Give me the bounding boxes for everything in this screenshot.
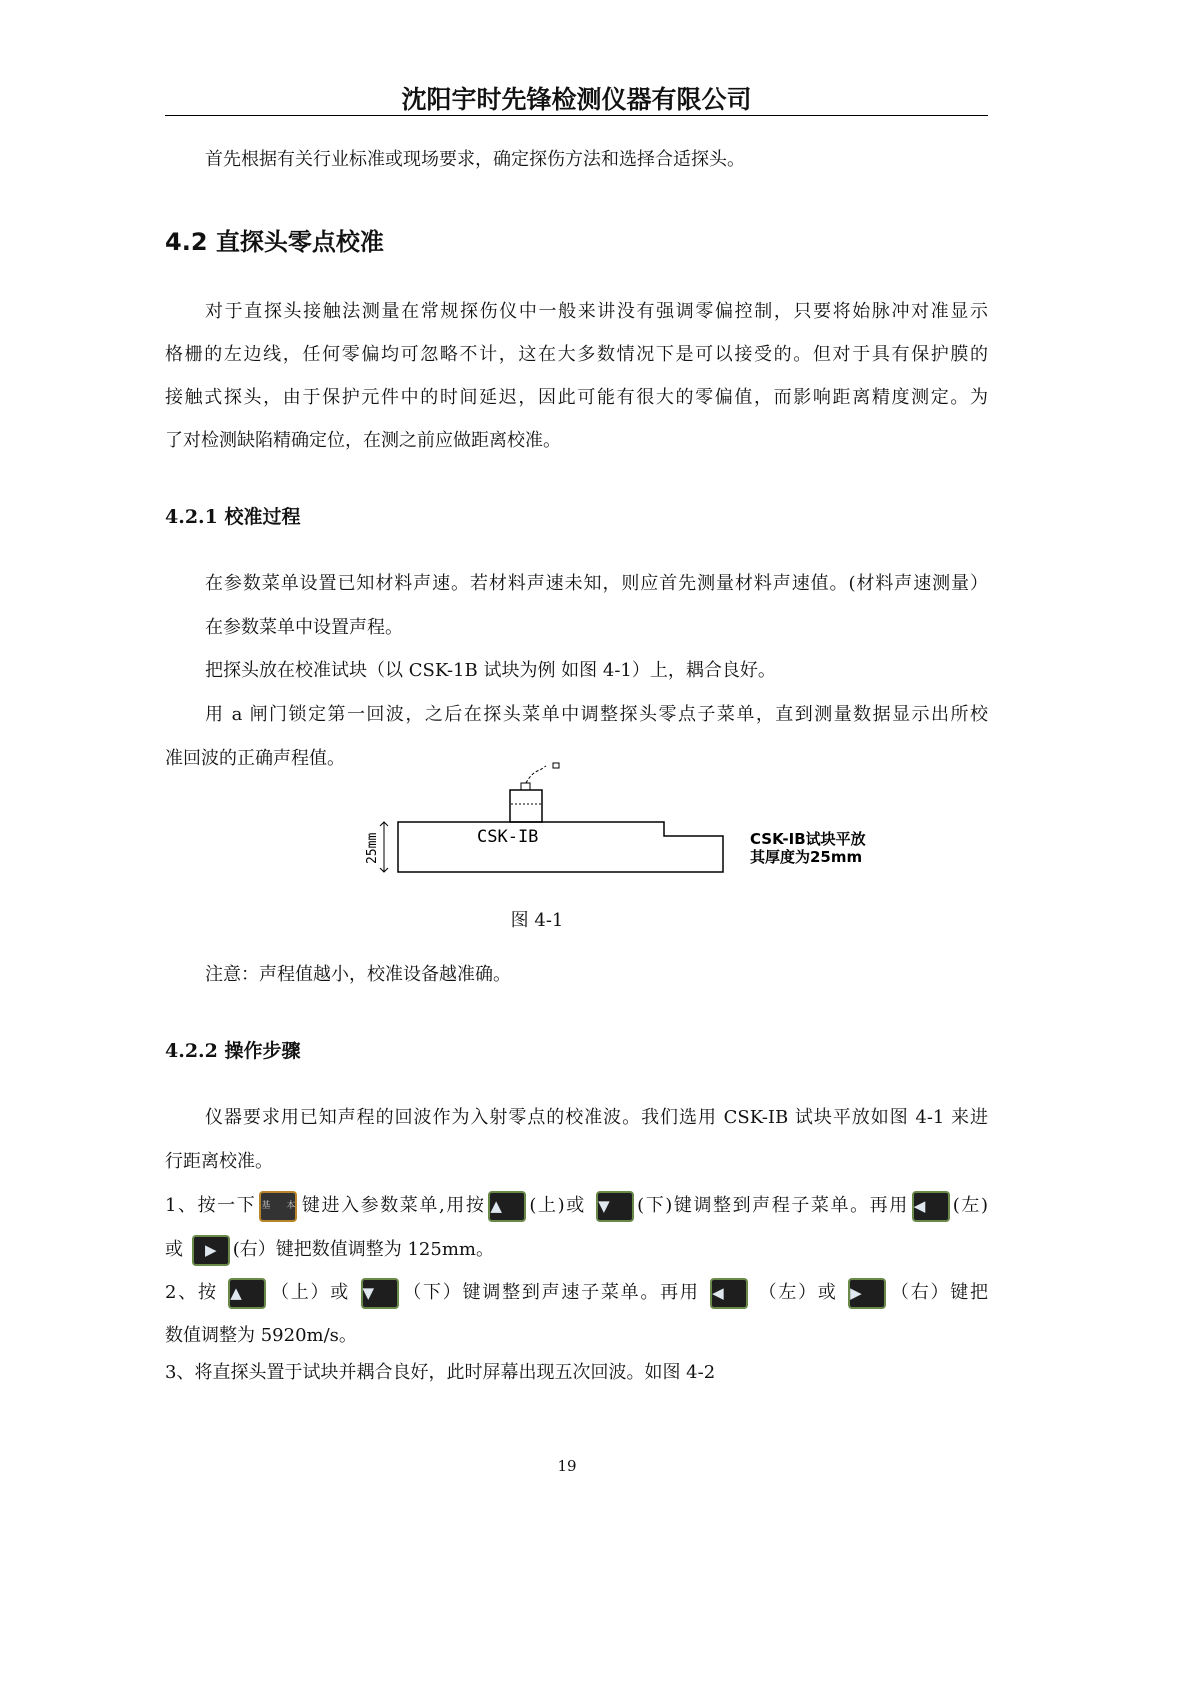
block-label: CSK-IB xyxy=(477,827,539,847)
step-2-continued: 数值调整为 5920m/s。 xyxy=(165,1325,357,1346)
paragraph-line: 了对检测缺陷精确定位，在测之前应做距离校准。 xyxy=(165,430,561,451)
step-text: （下）键调整到声速子菜单。再用 xyxy=(401,1282,700,1303)
step-text: 键进入参数菜单,用按 xyxy=(300,1195,486,1216)
step-text: (上)或 xyxy=(529,1195,586,1216)
step-text: 2、按 xyxy=(165,1282,218,1303)
step-2-line xyxy=(165,1277,988,1309)
paragraph-line: 把探头放在校准试块（以 CSK-1B 试块为例 如图 4-1）上，耦合良好。 xyxy=(205,660,776,681)
left-key-icon: ◀ xyxy=(710,1278,748,1309)
note-text: 注意：声程值越小，校准设备越准确。 xyxy=(205,964,511,985)
step-text: （左）或 xyxy=(758,1282,838,1303)
step-1-line xyxy=(165,1190,988,1222)
step-3-line: 3、将直探头置于试块并耦合良好，此时屏幕出现五次回波。如图 4-2 xyxy=(165,1362,716,1383)
base-key-icon: 基本 xyxy=(259,1191,297,1222)
paragraph-line: 格栅的左边线，任何零偏均可忽略不计，这在大多数情况下是可以接受的。但对于具有保护膜的 xyxy=(165,344,988,365)
intro-paragraph: 首先根据有关行业标准或现场要求，确定探伤方法和选择合适探头。 xyxy=(205,149,745,170)
figure-note-line2: 其厚度为25mm xyxy=(750,848,863,866)
step-1-continued xyxy=(165,1234,988,1266)
page-number: 19 xyxy=(557,1457,577,1475)
section-4-2-2-heading: 4.2.2 操作步骤 xyxy=(165,1040,301,1062)
section-4-2-heading: 4.2 直探头零点校准 xyxy=(165,228,384,256)
header-rule xyxy=(165,115,988,116)
up-key-icon: ▲ xyxy=(488,1191,526,1222)
right-key-icon: ▶ xyxy=(848,1278,886,1309)
step-text: （上）或 xyxy=(269,1282,351,1303)
figure-note-line1: CSK-IB试块平放 xyxy=(750,830,866,848)
up-key-icon: ▲ xyxy=(228,1278,266,1309)
paragraph-line: 接触式探头，由于保护元件中的时间延迟，因此可能有很大的零偏值，而影响距离精度测定。为 xyxy=(165,387,988,408)
paragraph-line: 准回波的正确声程值。 xyxy=(165,748,345,769)
paragraph-line: 用 a 闸门锁定第一回波，之后在探头菜单中调整探头零点子菜单，直到测量数据显示出所校 xyxy=(205,704,988,725)
dimension-label: 25mm xyxy=(365,832,380,864)
figure-caption: 图 4-1 xyxy=(510,910,564,931)
down-key-icon: ▼ xyxy=(596,1191,634,1222)
paragraph-line: 在参数菜单设置已知材料声速。若材料声速未知，则应首先测量材料声速值。(材料声速测量） xyxy=(205,573,988,594)
step-text: （右）键把 xyxy=(889,1282,988,1303)
paragraph-line: 仪器要求用已知声程的回波作为入射零点的校准波。我们选用 CSK-IB 试块平放如图 4-1 来进 xyxy=(205,1107,988,1128)
step-text: (右）键把数值调整为 125mm。 xyxy=(232,1239,494,1260)
step-text: 1、按一下 xyxy=(165,1195,257,1216)
right-key-icon: ▶ xyxy=(192,1235,230,1266)
paragraph-line: 对于直探头接触法测量在常规探伤仪中一般来讲没有强调零偏控制，只要将始脉冲对准显示 xyxy=(205,301,988,322)
paragraph-line: 在参数菜单中设置声程。 xyxy=(205,617,403,638)
down-key-icon: ▼ xyxy=(361,1278,399,1309)
step-text: 或 xyxy=(165,1239,183,1260)
section-4-2-1-heading: 4.2.1 校准过程 xyxy=(165,506,301,528)
step-text: (下)键调整到声程子菜单。再用 xyxy=(637,1195,909,1216)
left-key-icon: ◀ xyxy=(912,1191,950,1222)
csk-ib-block-figure xyxy=(360,760,900,880)
company-header: 沈阳宇时先锋检测仪器有限公司 xyxy=(401,85,752,114)
step-text: (左) xyxy=(952,1195,988,1216)
paragraph-line: 行距离校准。 xyxy=(165,1151,273,1172)
